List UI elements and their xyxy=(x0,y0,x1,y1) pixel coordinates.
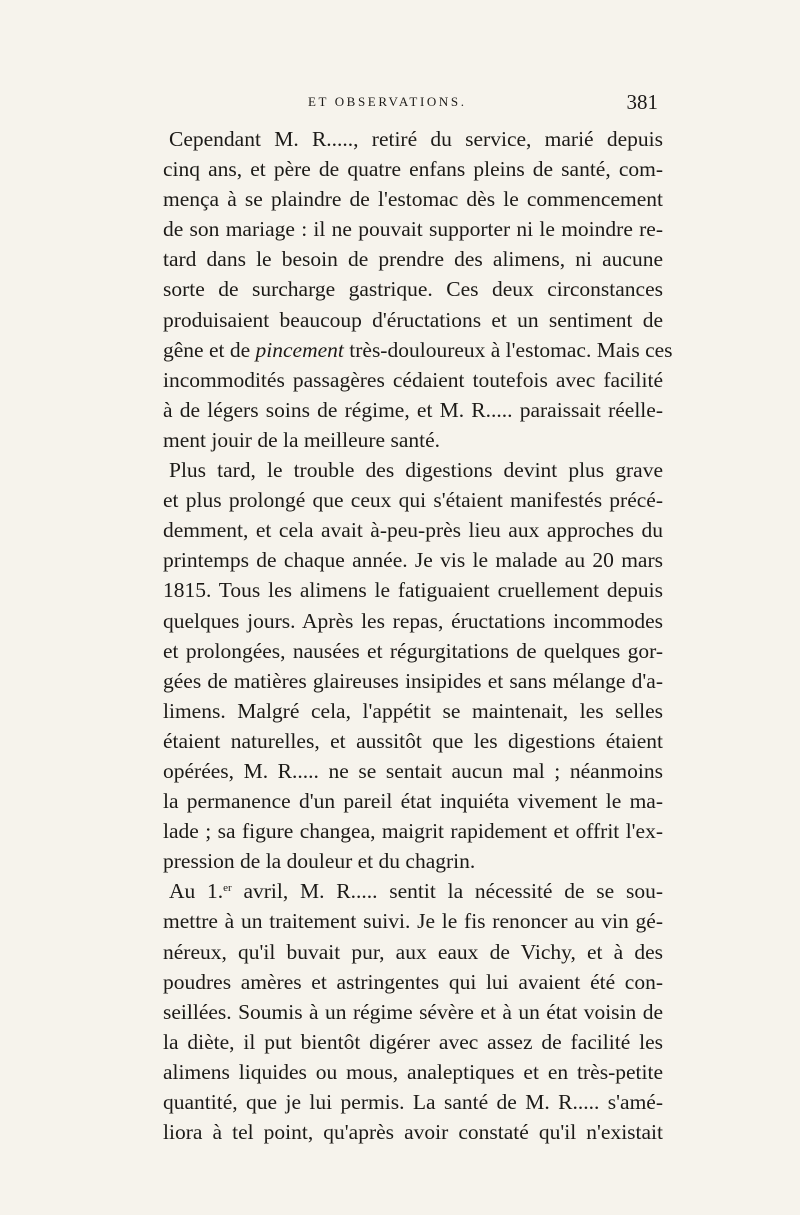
text-line: quelques jours. Après les repas, éructations incommodes xyxy=(163,608,663,633)
running-head: ET OBSERVATIONS. xyxy=(308,94,467,109)
text-line: 1815. Tous les alimens le fatiguaient cruellement depuis xyxy=(163,578,663,603)
text-line: demment, et cela avait à-peu-près lieu aux approches du xyxy=(163,518,663,543)
text-fragment: très-douloureux à l'estomac. Mais ces xyxy=(349,337,673,362)
body-text xyxy=(163,124,673,1147)
page-number: 381 xyxy=(626,90,658,114)
text-line-with-italic xyxy=(163,335,673,365)
page-header xyxy=(163,92,658,116)
text-line: cinq ans, et père de quatre enfans pleins de santé, com- xyxy=(163,157,663,182)
text-line: alimens liquides ou mous, analeptiques et en très-petite xyxy=(163,1059,663,1084)
text-line: opérées, M. R..... ne se sentait aucun mal ; néanmoins xyxy=(163,758,663,783)
text-fragment: avril, M. R..... sentit la nécessité de se sou- xyxy=(243,879,663,904)
text-line: à de légers soins de régime, et M. R..... paraissait réelle- xyxy=(163,397,663,422)
text-line: limens. Malgré cela, l'appétit se maintenait, les selles xyxy=(163,698,663,723)
text-line: tard dans le besoin de prendre des alimens, ni aucune xyxy=(163,247,663,272)
text-line: et prolongées, nausées et régurgitations de quelques gor- xyxy=(163,638,663,663)
text-line-with-superscript xyxy=(163,876,663,906)
text-line: gées de matières glaireuses insipides et sans mélange d'a- xyxy=(163,668,663,693)
text-line: Cependant M. R....., retiré du service, marié depuis xyxy=(169,127,663,151)
text-line: et plus prolongé que ceux qui s'étaient manifestés précé- xyxy=(163,488,663,513)
text-line: étaient naturelles, et aussitôt que les digestions étaient xyxy=(163,728,663,753)
text-line: seillées. Soumis à un régime sévère et à un état voisin de xyxy=(163,999,663,1024)
ordinal-superscript: er xyxy=(223,882,232,895)
text-line: ment jouir de la meilleure santé. xyxy=(163,427,441,452)
text-line: la permanence d'un pareil état inquiéta vivement le ma- xyxy=(163,789,663,814)
text-line: sorte de surcharge gastrique. Ces deux circonstances xyxy=(163,277,663,302)
text-line: printemps de chaque année. Je vis le malade au 20 mars xyxy=(163,548,663,573)
text-line: quantité, que je lui permis. La santé de M. R..... s'amé- xyxy=(163,1090,663,1114)
text-line: mença à se plaindre de l'estomac dès le commencement xyxy=(163,187,663,212)
text-line: lade ; sa figure changea, maigrit rapidement et offrit l'ex- xyxy=(163,819,663,844)
text-line: de son mariage : il ne pouvait supporter ni le moindre re- xyxy=(163,217,663,242)
text-line: produisaient beaucoup d'éructations et un sentiment de xyxy=(163,307,663,332)
text-fragment: gêne et de xyxy=(163,337,251,362)
text-line: mettre à un traitement suivi. Je le fis renoncer au vin gé- xyxy=(163,909,663,934)
text-line: liora à tel point, qu'après avoir constaté qu'il n'existait xyxy=(163,1120,663,1145)
text-line: la diète, il put bientôt digérer avec assez de facilité les xyxy=(163,1029,663,1054)
text-line: Plus tard, le trouble des digestions devint plus grave xyxy=(169,458,663,483)
text-line: néreux, qu'il buvait pur, aux eaux de Vichy, et à des xyxy=(163,939,663,964)
italic-term: pincement xyxy=(255,337,344,362)
text-line: pression de la douleur et du chagrin. xyxy=(163,849,476,874)
text-line: incommodités passagères cédaient toutefois avec facilité xyxy=(163,367,663,392)
text-fragment: Au 1. xyxy=(169,879,224,904)
text-line: poudres amères et astringentes qui lui avaient été con- xyxy=(163,969,663,994)
